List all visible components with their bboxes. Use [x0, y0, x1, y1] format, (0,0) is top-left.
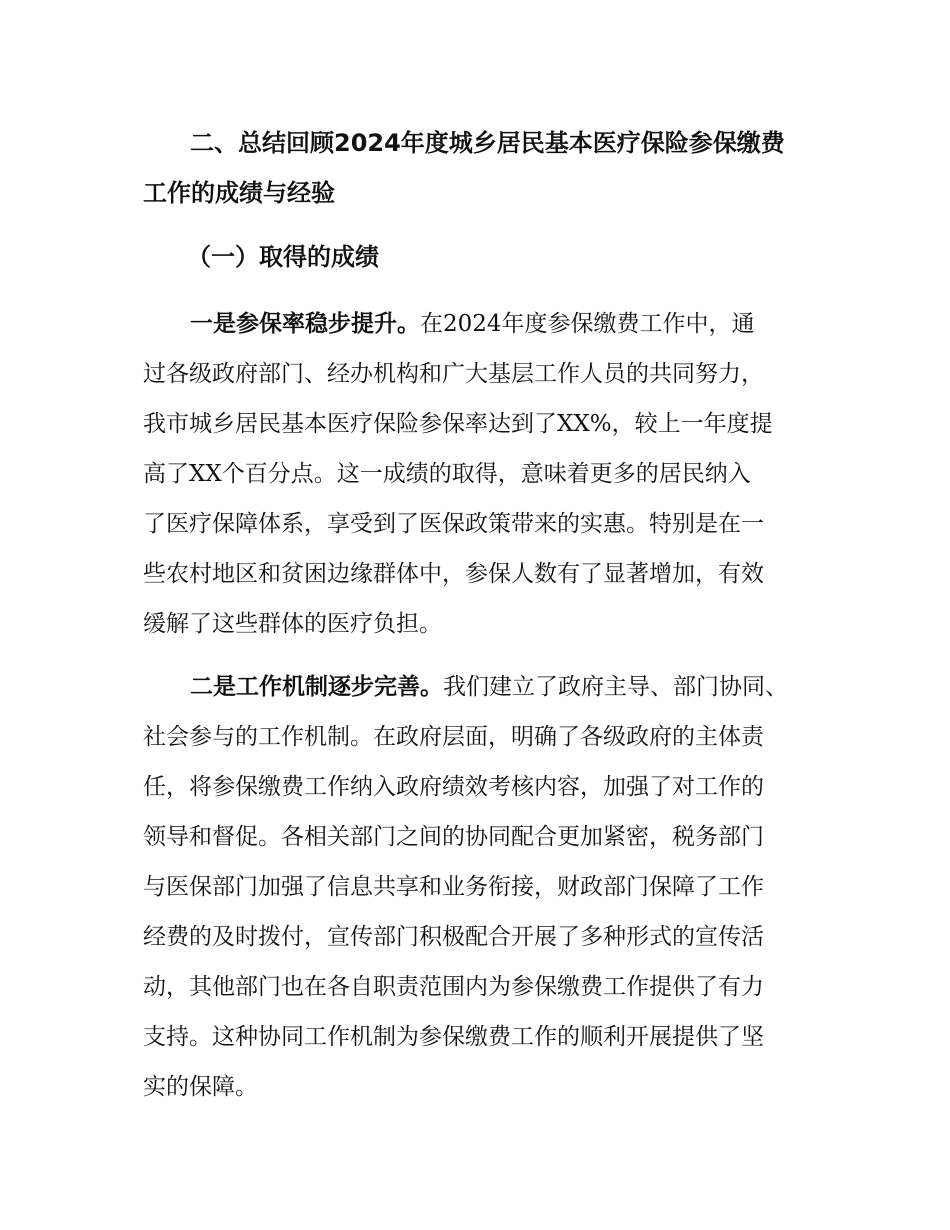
section-heading-line-1: 二、总结回顾2024年度城乡居民基本医疗保险参保缴费	[190, 129, 785, 157]
paragraph-2-first-line-text: 我们建立了政府主导、部门协同、	[443, 674, 788, 700]
paragraph-2-lead: 二是工作机制逐步完善。	[190, 674, 443, 700]
paragraph-1-first-line	[190, 308, 755, 340]
paragraph-2-line: 实的保障。	[143, 1074, 258, 1100]
paragraph-2-line: 领导和督促。各相关部门之间的协同配合更加紧密，税务部门	[143, 824, 764, 850]
paragraph-1-line: 高了XX个百分点。这一成绩的取得，意味着更多的居民纳入	[143, 461, 751, 487]
paragraph-1-line: 过各级政府部门、经办机构和广大基层工作人员的共同努力，	[143, 361, 764, 387]
subsection-heading: （一）取得的成绩	[187, 243, 379, 271]
paragraph-1-line: 些农村地区和贫困边缘群体中，参保人数有了显著增加，有效	[143, 561, 764, 587]
paragraph-2-line: 社会参与的工作机制。在政府层面，明确了各级政府的主体责	[143, 724, 764, 750]
paragraph-1-line: 我市城乡居民基本医疗保险参保率达到了XX%，较上一年度提	[143, 411, 773, 437]
paragraph-2-line: 支持。这种协同工作机制为参保缴费工作的顺利开展提供了坚	[143, 1024, 764, 1050]
paragraph-2-line: 与医保部门加强了信息共享和业务衔接，财政部门保障了工作	[143, 874, 764, 900]
paragraph-1-first-line-text: 在2024年度参保缴费工作中，通	[420, 311, 755, 337]
paragraph-1-line: 了医疗保障体系，享受到了医保政策带来的实惠。特别是在一	[143, 511, 764, 537]
paragraph-2-first-line	[190, 671, 788, 703]
section-heading-line-2: 工作的成绩与经验	[143, 179, 335, 207]
paragraph-1-line: 缓解了这些群体的医疗负担。	[143, 611, 442, 637]
paragraph-1-lead: 一是参保率稳步提升。	[190, 311, 420, 337]
paragraph-2-line: 经费的及时拨付，宣传部门积极配合开展了多种形式的宣传活	[143, 924, 764, 950]
paragraph-2-line: 任，将参保缴费工作纳入政府绩效考核内容，加强了对工作的	[143, 774, 764, 800]
paragraph-2-line: 动，其他部门也在各自职责范围内为参保缴费工作提供了有力	[143, 974, 764, 1000]
